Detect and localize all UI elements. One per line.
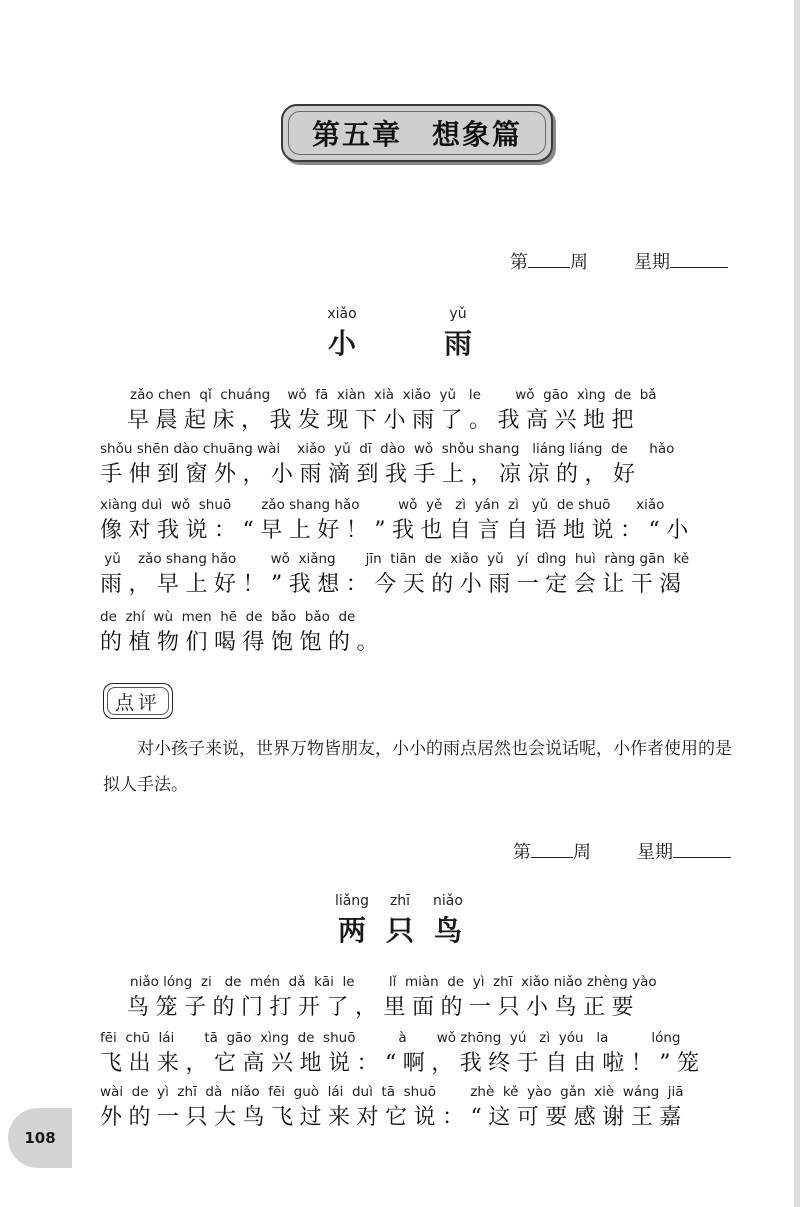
pinyin-line: yǔ zǎo shang hǎo wǒ xiǎng jīn tiān de xiǎo yǔ yí dìng huì ràng gān kě [100,551,690,567]
text-line: 鸟笼子的门打开了，里面的一只小鸟正要 [100,995,640,1020]
review-text: 对小孩子来说，世界万物皆朋友，小小的雨点居然也会说话呢，小作者使用的是拟人手法。 [103,739,732,795]
title-pinyin-syllable: xiǎo [327,306,357,322]
review-badge-label: 点评 [114,691,161,714]
title-pinyin-syllable: yǔ [449,306,467,322]
text-line: 外的一只大鸟飞过来对它说：“这可要感谢王嘉 [100,1105,688,1130]
title-char: 鸟 [433,914,462,947]
title-pinyin [0,306,800,322]
week-prefix: 第 [510,252,528,273]
chapter-title: 第五章 想象篇 [311,118,522,151]
title-pinyin-syllable: zhī [389,893,411,909]
title-char: 小 [327,327,356,360]
week-prefix: 第 [513,842,531,863]
week-blank[interactable] [531,839,573,858]
text-line: 雨，早上好！”我想：今天的小雨一定会让干渴 [100,572,688,597]
text-line: 像对我说：“早上好！”我也自言自语地说：“小 [100,518,695,543]
text-line: 手伸到窗外，小雨滴到我手上，凉凉的，好 [100,462,642,487]
text-line: 早晨起床，我发现下小雨了。我高兴地把 [100,408,640,433]
review-badge [103,683,173,719]
day-blank[interactable] [673,839,731,858]
text-line: 飞出来，它高兴地说：“啊，我终于自由啦！”笼 [100,1051,706,1076]
page-number: 108 [24,1129,56,1147]
title-pinyin-syllable: niǎo [433,893,463,909]
text-line: 的植物们喝得饱饱的。 [100,630,386,655]
pinyin-line: wài de yì zhī dà niǎo fēi guò lái duì tā shuō zhè kě yào gǎn xiè wáng jiā [100,1084,684,1100]
pinyin-line: de zhí wù men hē de bǎo bǎo de [100,609,356,625]
pinyin-line: shǒu shēn dào chuāng wài xiǎo yǔ dī dào wǒ shǒu shang liáng liáng de hǎo [100,441,675,457]
pinyin-line: zǎo chen qǐ chuáng wǒ fā xiàn xià xiǎo yǔ le wǒ gāo xìng de bǎ [100,387,657,403]
title-char: 雨 [443,327,472,360]
page-spine-edge [794,0,800,1207]
pinyin-line: xiàng duì wǒ shuō zǎo shang hǎo wǒ yě zì yán zì yǔ de shuō xiǎo [100,497,665,513]
pinyin-line: fēi chū lái tā gāo xìng de shuō à wǒ zhōng yú zì yóu la lóng [100,1030,681,1046]
week-blank[interactable] [528,249,570,268]
week-suffix: 周 [573,842,591,863]
title-pinyin-syllable: liǎng [334,893,370,909]
title-characters [0,322,800,362]
day-blank[interactable] [670,249,728,268]
chapter-title-banner [281,104,553,162]
page-number-tab [8,1108,72,1168]
week-date-line [510,248,728,274]
week-suffix: 周 [570,252,588,273]
title-characters [0,909,800,949]
title-pinyin [0,893,800,909]
title-char: 只 [385,914,414,947]
title-char: 两 [337,914,366,947]
week-date-line [513,838,731,864]
day-label: 星期 [637,842,673,863]
pinyin-line: niǎo lóng zi de mén dǎ kāi le lǐ miàn de yì zhī xiǎo niǎo zhèng yào [100,974,657,990]
story-title [0,306,800,362]
story-title [0,893,800,949]
day-label: 星期 [634,252,670,273]
